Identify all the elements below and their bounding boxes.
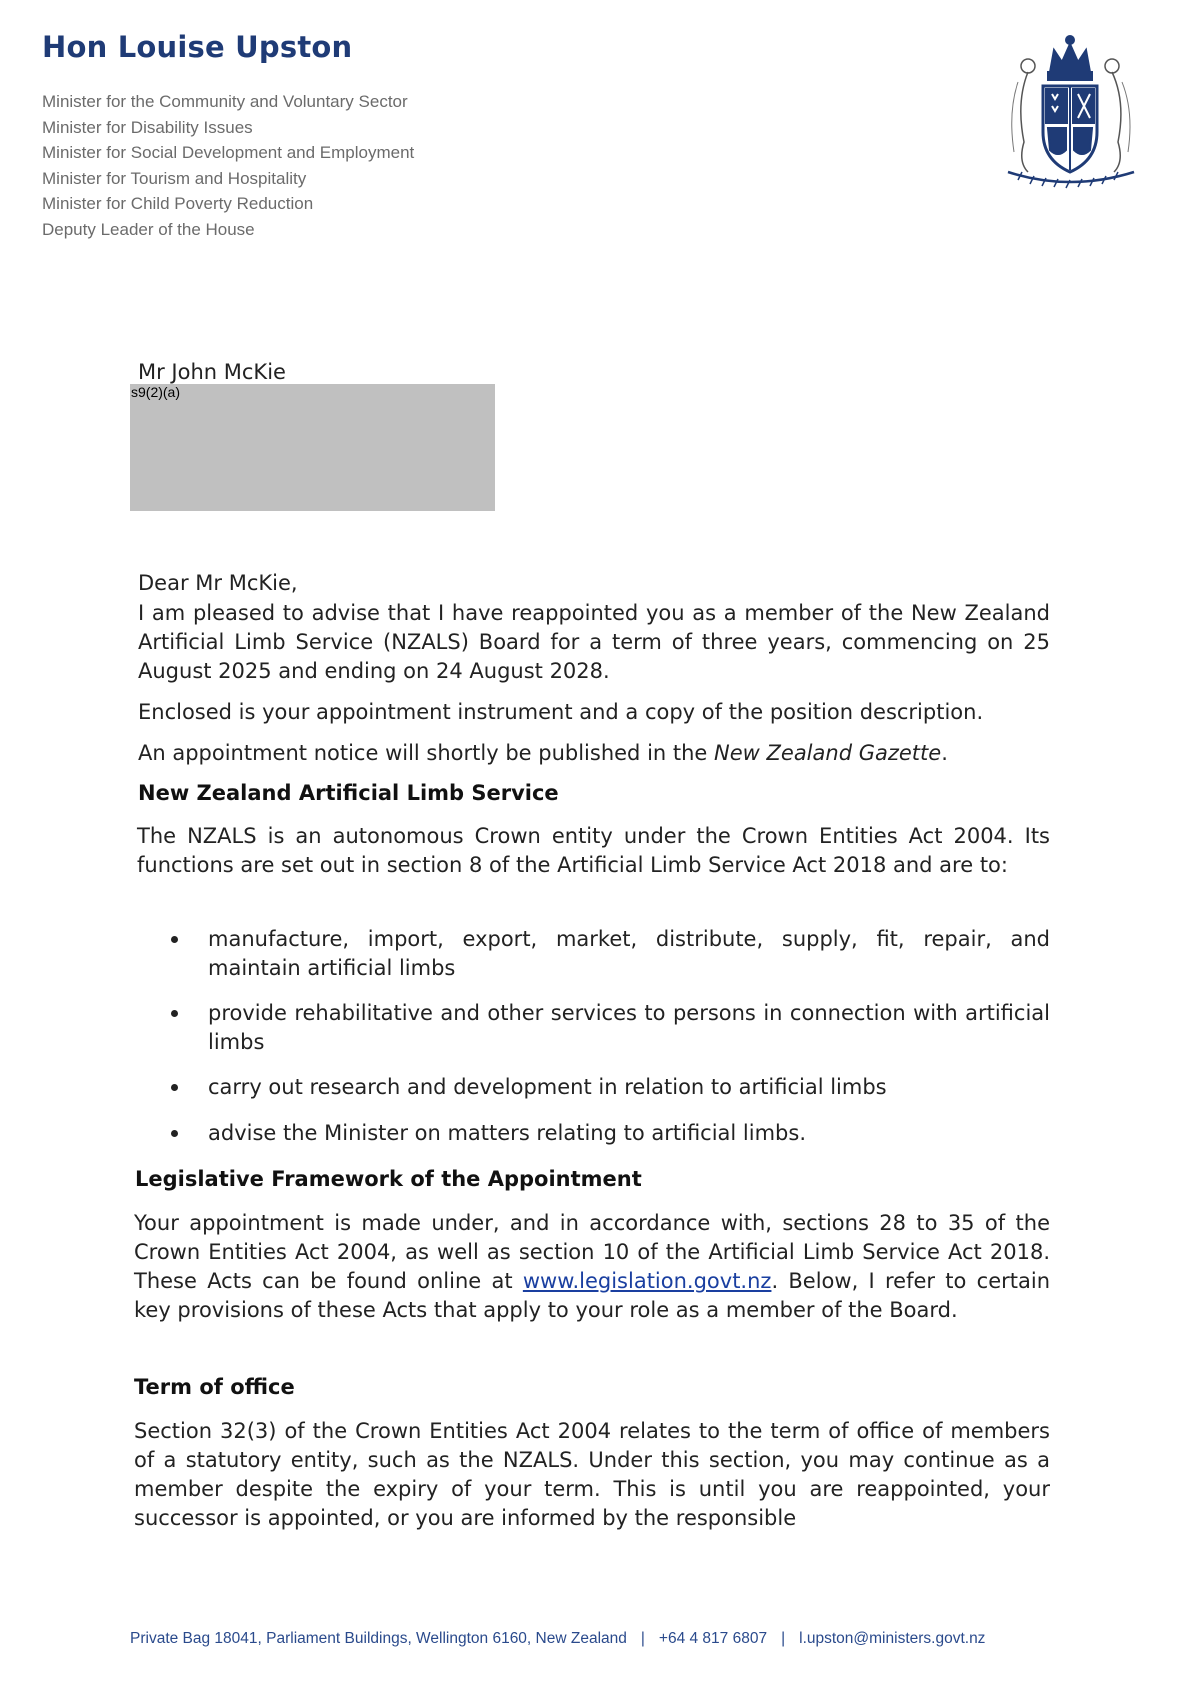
footer-separator: |	[781, 1630, 786, 1647]
paragraph-legislative-framework	[134, 1209, 1050, 1325]
role-item: Deputy Leader of the House	[42, 219, 255, 239]
bullet-icon	[171, 1010, 178, 1017]
recipient-name: Mr John McKie	[138, 360, 286, 384]
paragraph-reappointment: I am pleased to advise that I have reappointed you as a member of the New Zealand Artificial Limb Service (NZALS) Board for a term of three years, commencing on 25 August 2025 and ending on 24 August 2028.	[138, 601, 1050, 683]
list-item-text: manufacture, import, export, market, distribute, supply, fit, repair, and maintain artificial limbs	[208, 927, 1050, 980]
footer-phone: +64 4 817 6807	[658, 1630, 768, 1647]
role-item: Minister for the Community and Voluntary Sector	[42, 92, 408, 111]
role-item: Minister for Disability Issues	[42, 117, 253, 137]
footer-address: Private Bag 18041, Parliament Buildings, Wellington 6160, New Zealand	[130, 1630, 627, 1647]
footer-email[interactable]: l.upston@ministers.govt.nz	[799, 1630, 986, 1647]
minister-roles-list	[42, 89, 414, 243]
nz-coat-of-arms-icon	[988, 32, 1153, 190]
list-item-text: carry out research and development in relation to artificial limbs	[208, 1075, 887, 1099]
list-item-text: provide rehabilitative and other services to persons in connection with artificial limbs	[208, 1001, 1050, 1054]
sender-name: Hon Louise Upston	[42, 30, 353, 64]
bullet-icon	[171, 936, 178, 943]
salutation: Dear Mr McKie,	[138, 571, 298, 595]
paragraph-term-of-office: Section 32(3) of the Crown Entities Act 2004 relates to the term of office of members of a statutory entity, such as the NZALS. Under this section, you may continue as a member despite the expiry of your term. This is until you are reappointed, your successor is appointed, or you are informed by the responsible	[134, 1419, 1050, 1530]
paragraph-enclosed: Enclosed is your appointment instrument and a copy of the position description.	[138, 700, 984, 724]
bullet-icon	[171, 1130, 178, 1137]
legislation-text-after: . Below, I refer to certain key provisions of these Acts that apply to your role as a member of the Board.	[134, 1269, 1051, 1322]
heading-legislative-framework: Legislative Framework of the Appointment	[135, 1167, 642, 1191]
redacted-address-block	[130, 384, 495, 511]
list-item-text: advise the Minister on matters relating to artificial limbs.	[208, 1121, 806, 1145]
legislation-website-link[interactable]: www.legislation.govt.nz	[522, 1269, 772, 1293]
bullet-icon	[171, 1084, 178, 1091]
heading-nzals: New Zealand Artificial Limb Service	[138, 781, 559, 805]
legislation-text-before: Your appointment is made under, and in accordance with, sections 28 to 35 of the Crown Entities Act 2004, as well as section 10 of the Artificial Limb Service Act 2018. These Acts can be found online at	[134, 1211, 1050, 1293]
paragraph-gazette-notice	[138, 739, 948, 768]
heading-term-of-office: Term of office	[134, 1375, 295, 1399]
gazette-text-after: .	[941, 741, 948, 765]
role-item: Minister for Tourism and Hospitality	[42, 168, 307, 188]
gazette-text-before: An appointment notice will shortly be published in the	[138, 741, 715, 765]
role-item: Minister for Child Poverty Reduction	[42, 194, 314, 214]
paragraph-nzals-functions: The NZALS is an autonomous Crown entity under the Crown Entities Act 2004. Its functions are set out in section 8 of the Artificial Limb Service Act 2018 and are to:	[137, 824, 1050, 877]
role-item: Minister for Social Development and Employment	[42, 143, 415, 163]
gazette-title: New Zealand Gazette	[714, 741, 942, 765]
footer-separator: |	[640, 1630, 645, 1647]
footer-contact	[130, 1630, 985, 1648]
redaction-code: s9(2)(a)	[131, 384, 181, 400]
